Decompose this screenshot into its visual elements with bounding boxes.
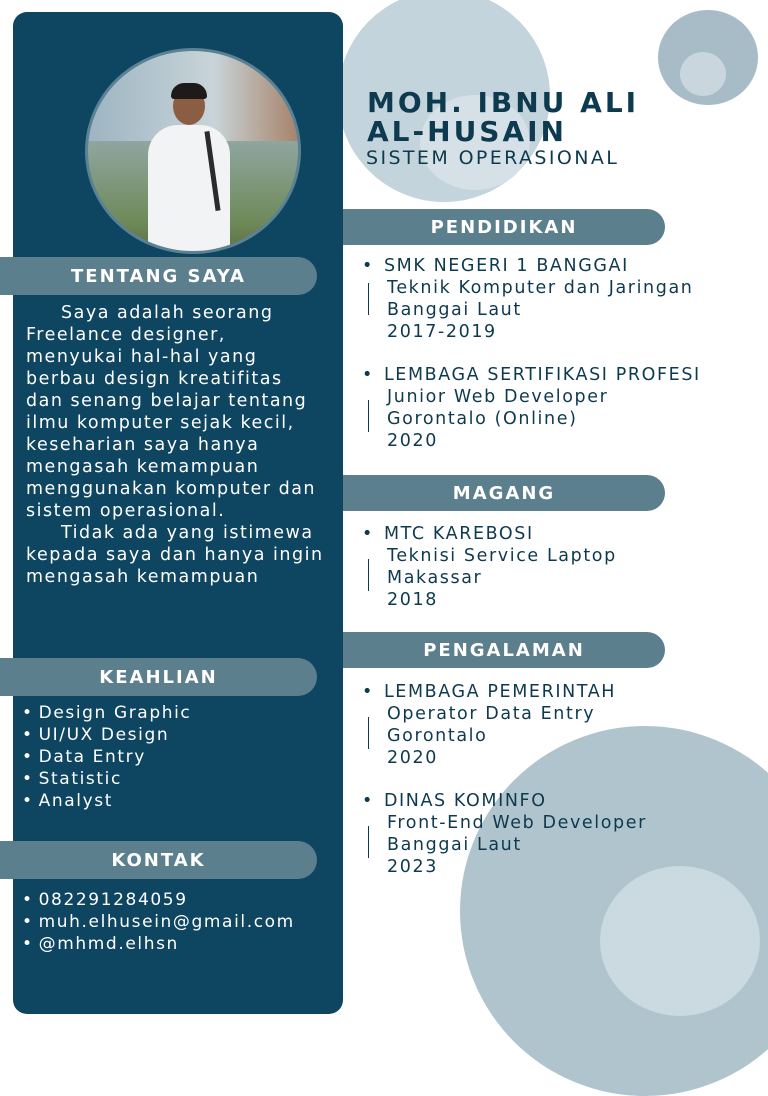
- about-text: [26, 302, 326, 588]
- profile-photo: [85, 48, 301, 254]
- job-title: SISTEM OPERASIONAL: [366, 147, 620, 169]
- list-item: • Design Graphic: [22, 702, 191, 724]
- section-header-skills: KEAHLIAN: [0, 658, 317, 696]
- decor-circle: [680, 52, 726, 96]
- contact-list: [22, 889, 295, 955]
- section-header-experience: PENGALAMAN: [343, 632, 665, 668]
- contact-phone: • 082291284059: [22, 889, 295, 911]
- section-header-about: TENTANG SAYA: [0, 257, 317, 295]
- section-header-internship: MAGANG: [343, 475, 665, 511]
- internship-entry: • MTC KAREBOSI Teknisi Service Laptop Makassar 2018: [362, 523, 617, 611]
- education-entry: • SMK NEGERI 1 BANGGAI Teknik Komputer dan Jaringan Banggai Laut 2017-2019: [362, 255, 693, 343]
- contact-social[interactable]: • @mhmd.elhsn: [22, 933, 295, 955]
- list-item: • Statistic: [22, 768, 191, 790]
- list-item: • Data Entry: [22, 746, 191, 768]
- decor-circle: [600, 866, 760, 1016]
- list-item: • Analyst: [22, 790, 191, 812]
- contact-email[interactable]: • muh.elhusein@gmail.com: [22, 911, 295, 933]
- page-title: MOH. IBNU ALI AL-HUSAIN: [367, 86, 640, 148]
- about-paragraph: Tidak ada yang istimewa kepada saya dan hanya ingin mengasah kemampuan: [26, 523, 324, 587]
- about-paragraph: Saya adalah seorang Freelance designer, menyukai hal-hal yang berbau design kreatifitas dan senang belajar tentang ilmu komputer sejak kecil, keseharian saya hanya mengasah kemampuan menggunakan komputer dan sistem operasional.: [26, 303, 317, 521]
- skills-list: [22, 702, 191, 812]
- education-entry: • LEMBAGA SERTIFIKASI PROFESI Junior Web Developer Gorontalo (Online) 2020: [362, 364, 701, 452]
- section-header-education: PENDIDIKAN: [343, 209, 665, 245]
- section-header-contact: KONTAK: [0, 841, 317, 879]
- experience-entry: • DINAS KOMINFO Front-End Web Developer Banggai Laut 2023: [362, 790, 647, 878]
- list-item: • UI/UX Design: [22, 724, 191, 746]
- experience-entry: • LEMBAGA PEMERINTAH Operator Data Entry Gorontalo 2020: [362, 681, 616, 769]
